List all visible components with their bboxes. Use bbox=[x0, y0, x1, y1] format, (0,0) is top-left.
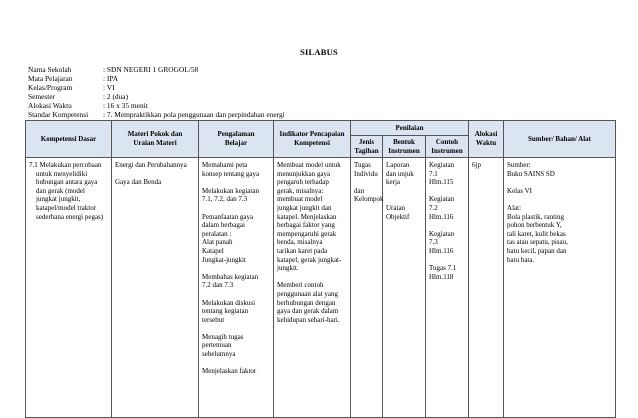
cell-line: Energi dan Perubahannya bbox=[115, 161, 187, 169]
cell-line: Hlm.116 bbox=[429, 212, 454, 221]
cell-line: 7.1 bbox=[429, 169, 438, 178]
cell-line bbox=[202, 324, 270, 333]
cell-line: katapel, gerak jungkat- bbox=[277, 255, 342, 264]
cell-line bbox=[354, 178, 379, 187]
cell-sumber bbox=[504, 158, 616, 418]
info-label: Nama Sekolah bbox=[28, 65, 72, 74]
cell-line bbox=[429, 187, 465, 196]
cell-line: Alat: bbox=[507, 203, 522, 212]
cell-line: Katapel bbox=[202, 246, 224, 255]
cell-line: pengaruh terhadap bbox=[277, 178, 329, 187]
cell-line: Kegiatan bbox=[429, 161, 455, 169]
cell-line: Objektif bbox=[386, 212, 410, 221]
cell-line: Hlm.116 bbox=[429, 246, 454, 255]
cell-line: Individu bbox=[354, 169, 378, 178]
cell-line: Kegiatan bbox=[429, 229, 455, 238]
cell-line: Sumber: bbox=[507, 161, 531, 169]
cell-line: Kelas VI bbox=[507, 186, 532, 195]
cell-line: Tugas bbox=[354, 161, 371, 169]
cell-line: pohon berbentuk Y, bbox=[507, 221, 562, 230]
cell-line: pertemuan bbox=[202, 341, 232, 350]
header-kompetensi-dasar: Kompetensi Dasar bbox=[26, 121, 112, 158]
cell-line: 7.2 dan 7.3 bbox=[202, 281, 234, 290]
cell-line: 6jp bbox=[472, 161, 481, 169]
document-title: SILABUS bbox=[300, 47, 338, 57]
cell-line: Menagih tugas bbox=[202, 332, 244, 341]
cell-line bbox=[202, 359, 270, 368]
cell-alokasi-waktu bbox=[469, 158, 504, 418]
cell-line: gaya dan gerak dalam bbox=[277, 307, 339, 316]
cell-line: katapel/model traktor bbox=[36, 203, 97, 212]
cell-line: tentang kegiatan bbox=[202, 307, 249, 316]
cell-kompetensi-dasar bbox=[26, 158, 112, 418]
cell-line: konsep tentang gaya bbox=[202, 169, 260, 178]
cell-line bbox=[386, 195, 422, 204]
cell-line: Buku SAINS SD bbox=[507, 169, 555, 178]
kompetensi-first-line: 7.1 Melakukan percobaan bbox=[29, 161, 102, 169]
cell-materi-pokok bbox=[112, 158, 199, 418]
info-value: : SDN NEGERI 1 GROGOL/58 bbox=[103, 65, 199, 74]
cell-line: Tugas 7.1 bbox=[429, 264, 457, 273]
cell-bentuk-instrumen bbox=[383, 158, 426, 418]
cell-line: Melakukan kegiatan bbox=[202, 186, 259, 195]
table-row bbox=[26, 158, 616, 418]
cell-line: Kegiatan bbox=[429, 195, 455, 204]
info-label: Semester bbox=[28, 91, 56, 101]
cell-line: katapel. Menjelaskan bbox=[277, 212, 337, 221]
cell-line: berbagai faktor yang bbox=[277, 221, 335, 230]
info-value: : 16 x 35 menit bbox=[103, 100, 148, 110]
cell-line: kerja bbox=[386, 178, 400, 187]
cell-line bbox=[202, 204, 270, 213]
cell-line: 7.3 bbox=[429, 238, 438, 247]
cell-line: Gaya dan Benda bbox=[115, 178, 162, 187]
info-row bbox=[28, 84, 285, 93]
cell-line: batu kecil, papan dan bbox=[507, 246, 567, 255]
cell-line: jungkat jungkit, bbox=[36, 195, 81, 204]
cell-line: dalam berbagai bbox=[202, 221, 245, 230]
cell-line bbox=[202, 264, 270, 273]
info-label: Kelas/Program bbox=[28, 82, 73, 92]
info-label: Standar Kompetensi bbox=[28, 109, 89, 119]
cell-line: sederhana energi pegas) bbox=[36, 212, 104, 221]
cell-line: berhubungan dengan bbox=[277, 298, 336, 307]
cell-line: tali karet, kulit bekas bbox=[507, 229, 566, 238]
cell-line: Hlm.118 bbox=[429, 272, 454, 281]
cell-line: Membahas kegiatan bbox=[202, 272, 259, 281]
cell-line: Uraian bbox=[386, 203, 406, 212]
cell-line: Alat panah bbox=[202, 238, 233, 247]
cell-line: peralatan : bbox=[202, 229, 232, 238]
cell-line: dan gerak (model bbox=[36, 186, 85, 195]
cell-line: Laporan bbox=[386, 161, 410, 169]
syllabus-table bbox=[25, 120, 616, 418]
info-value: : IPA bbox=[103, 73, 119, 83]
header-jenis-tagihan: Jenis Tagihan bbox=[351, 136, 383, 158]
cell-line: Kelompok bbox=[354, 195, 384, 204]
cell-line bbox=[386, 187, 422, 196]
info-value: : 7. Mempraktikkan pola penggunaan dan perpindahan energi bbox=[103, 109, 285, 119]
cell-line bbox=[277, 273, 347, 282]
cell-line: mempengaruhi gerak bbox=[277, 229, 337, 238]
cell-line: kehidupan sehari-hari. bbox=[277, 315, 340, 324]
cell-line: Menjelaskan faktor bbox=[202, 367, 257, 376]
header-pengalaman-belajar: Pengalaman Belajar bbox=[199, 121, 274, 158]
cell-line bbox=[115, 170, 195, 179]
info-row bbox=[28, 111, 285, 120]
cell-line: Memberi contoh bbox=[277, 281, 324, 290]
cell-line bbox=[202, 178, 270, 187]
info-label: Mata Pelajaran bbox=[28, 73, 73, 83]
cell-line: Melakukan diskusi bbox=[202, 298, 256, 307]
cell-line: benda, misalnya bbox=[277, 238, 323, 247]
cell-line: Jungkat-jungkit bbox=[202, 255, 246, 264]
cell-line: jungkit. bbox=[277, 264, 299, 273]
cell-line: menunjukkan gaya bbox=[277, 169, 331, 178]
cell-line: jungkat jungkit dan bbox=[277, 203, 332, 212]
info-value: : VI bbox=[103, 82, 115, 92]
cell-contoh-instrumen bbox=[426, 158, 469, 418]
cell-line: penggunaan alat yang bbox=[277, 289, 339, 298]
cell-line: hubungan antara gaya bbox=[36, 178, 98, 187]
cell-jenis-tagihan bbox=[351, 158, 383, 418]
header-materi-pokok: Materi Pokok dan Uraian Materi bbox=[112, 121, 199, 158]
cell-line bbox=[507, 195, 612, 204]
cell-line: Hlm.115 bbox=[429, 178, 454, 187]
document-info bbox=[28, 66, 285, 119]
cell-line bbox=[507, 178, 612, 187]
cell-line bbox=[429, 256, 465, 265]
cell-line: untuk menyelidiki bbox=[36, 169, 88, 178]
info-label: Alokasi Waktu bbox=[28, 100, 72, 110]
cell-line bbox=[202, 290, 270, 299]
cell-line: tersebut bbox=[202, 315, 225, 324]
kompetensi-lines bbox=[29, 170, 108, 222]
cell-line: tarikan karet pada bbox=[277, 246, 328, 255]
header-contoh-instrumen: Contoh Instrumen bbox=[426, 136, 469, 158]
cell-line: Bola plastik, ranting bbox=[507, 212, 564, 221]
cell-line: dan unjuk bbox=[386, 169, 414, 178]
cell-line: sebelumnya bbox=[202, 350, 236, 359]
cell-pengalaman-belajar bbox=[199, 158, 274, 418]
cell-line: Pemanfaatan gaya bbox=[202, 212, 254, 221]
cell-indikator bbox=[274, 158, 351, 418]
cell-line: 7.2 bbox=[429, 203, 438, 212]
info-value: : 2 (dua) bbox=[103, 91, 129, 101]
header-penilaian: Penilaian bbox=[351, 121, 469, 136]
header-sumber-bahan-alat: Sumber/ Bahan/ Alat bbox=[504, 121, 616, 158]
cell-line bbox=[429, 221, 465, 230]
cell-line: Membuat model untuk bbox=[277, 161, 341, 169]
cell-line: dan bbox=[354, 186, 365, 195]
header-alokasi-waktu: Alokasi Waktu bbox=[469, 121, 504, 158]
cell-line: 7.1, 7.2, dan 7.3 bbox=[202, 195, 248, 204]
cell-line: gerak, misalnya: bbox=[277, 186, 324, 195]
cell-line: membuat model bbox=[277, 195, 323, 204]
header-indikator: Indikator Pencapaian Kompetensi bbox=[274, 121, 351, 158]
cell-line: tas atau sepatu, pisau, bbox=[507, 238, 568, 247]
cell-line: Memahami peta bbox=[202, 161, 248, 169]
cell-line: batu bata. bbox=[507, 255, 535, 264]
header-bentuk-instrumen: Bentuk Instrumen bbox=[383, 136, 426, 158]
